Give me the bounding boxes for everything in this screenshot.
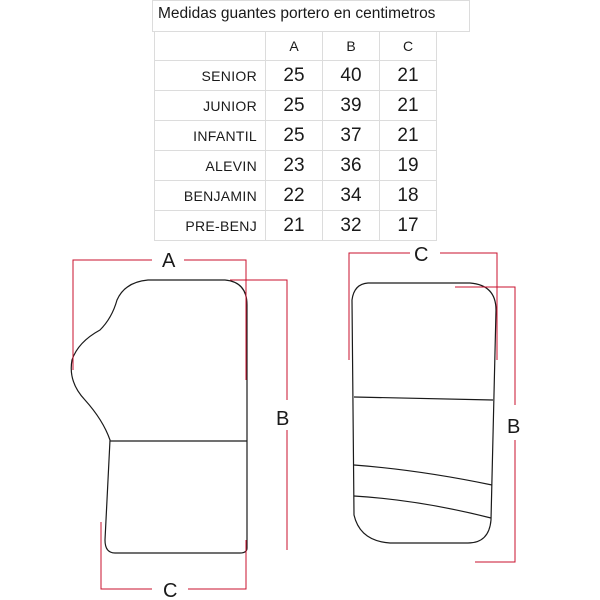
value-c: 21 bbox=[380, 121, 437, 151]
value-b: 36 bbox=[323, 151, 380, 181]
value-c: 21 bbox=[380, 61, 437, 91]
dim-line-c-palm-left bbox=[349, 253, 410, 360]
value-a: 25 bbox=[266, 91, 323, 121]
dim-line-b-palm-bottom bbox=[475, 440, 515, 562]
palm-seam-3 bbox=[354, 496, 491, 518]
header-a: A bbox=[266, 32, 323, 61]
label-b-palm: B bbox=[507, 416, 521, 438]
label-c-palm: C bbox=[414, 244, 429, 266]
value-c: 17 bbox=[380, 211, 437, 241]
palm-dimension-lines bbox=[349, 253, 515, 562]
label-a-back: A bbox=[162, 250, 176, 272]
value-b: 37 bbox=[323, 121, 380, 151]
label-b-back: B bbox=[276, 408, 290, 430]
back-glove-outline bbox=[71, 280, 247, 553]
palm-seam-2 bbox=[354, 465, 492, 485]
palm-glove-outline bbox=[352, 283, 496, 543]
value-c: 21 bbox=[380, 91, 437, 121]
palm-seam-1 bbox=[354, 397, 493, 400]
size-name: BENJAMIN bbox=[155, 181, 266, 211]
dim-line-c-palm-right bbox=[440, 253, 497, 360]
dim-line-c-left bbox=[101, 522, 152, 589]
header-b: B bbox=[323, 32, 380, 61]
dim-line-c-right bbox=[188, 540, 246, 589]
value-c: 19 bbox=[380, 151, 437, 181]
label-c-back: C bbox=[163, 580, 178, 600]
dim-line-a-right bbox=[184, 260, 246, 380]
dim-line-b-palm-top bbox=[455, 287, 515, 405]
size-name: PRE-BENJ bbox=[155, 211, 266, 241]
value-a: 23 bbox=[266, 151, 323, 181]
size-name: ALEVIN bbox=[155, 151, 266, 181]
value-a: 25 bbox=[266, 61, 323, 91]
value-c: 18 bbox=[380, 181, 437, 211]
size-name: SENIOR bbox=[155, 61, 266, 91]
size-name: INFANTIL bbox=[155, 121, 266, 151]
page-title: Medidas guantes portero en centimetros bbox=[158, 5, 436, 22]
value-a: 25 bbox=[266, 121, 323, 151]
back-glove-shape bbox=[71, 280, 247, 553]
value-b: 32 bbox=[323, 211, 380, 241]
value-b: 40 bbox=[323, 61, 380, 91]
value-b: 34 bbox=[323, 181, 380, 211]
value-a: 22 bbox=[266, 181, 323, 211]
header-c: C bbox=[380, 32, 437, 61]
size-name: JUNIOR bbox=[155, 91, 266, 121]
dim-line-a bbox=[73, 260, 152, 370]
value-a: 21 bbox=[266, 211, 323, 241]
value-b: 39 bbox=[323, 91, 380, 121]
dim-line-b-top bbox=[230, 280, 287, 400]
